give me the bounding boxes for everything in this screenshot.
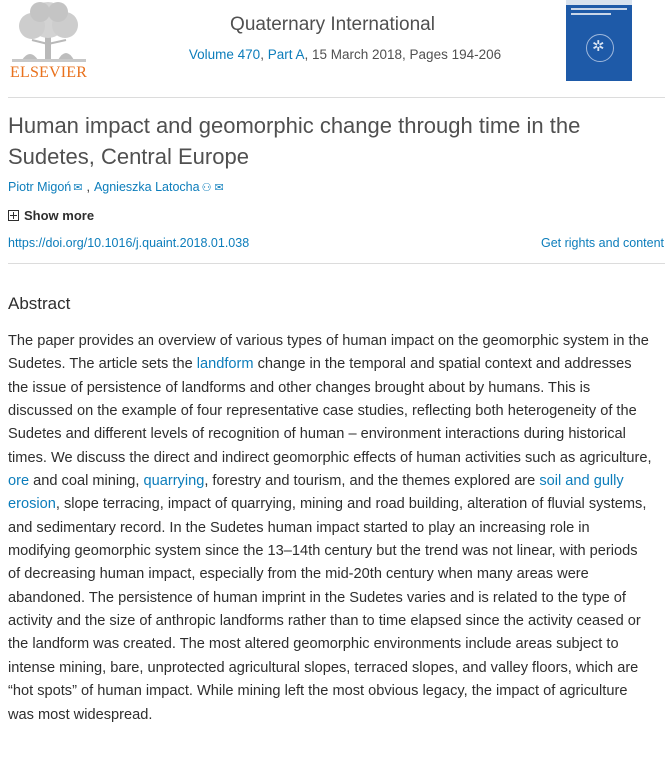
- cover-masthead-line: [571, 13, 611, 15]
- elsevier-wordmark: ELSEVIER: [10, 64, 88, 81]
- tree-emblem-icon: [8, 0, 90, 64]
- divider: [8, 263, 665, 264]
- soil-gully-erosion-link[interactable]: soil and gully erosion: [8, 473, 624, 513]
- volume-link[interactable]: Volume 470: [188, 47, 261, 62]
- abstract-text: change in the temporal and spatial context and addresses the issue of persistence of landforms and other changes brought about by humans. This is discussed on the example of four representative case studies, reflecting both heterogeneity of the Sudetes and different levels of recognition of human – environment interactions during historical times. We discuss the direct and indirect geomorphic effects of human activities such as agriculture,: [8, 356, 652, 466]
- ore-link[interactable]: ore: [8, 473, 30, 490]
- abstract-body: [8, 330, 653, 727]
- show-more-button[interactable]: [8, 208, 94, 223]
- plus-box-icon: [8, 210, 19, 221]
- abstract-text: and coal mining,: [29, 473, 144, 490]
- article-title: Human impact and geomorphic change through time in the Sudetes, Central Europe: [8, 113, 581, 169]
- quarrying-link[interactable]: quarrying: [143, 473, 205, 490]
- cover-masthead-line: [571, 8, 627, 10]
- abstract-text: The paper provides an overview of various types of human impact on the geomorphic system in the Sudetes. The article sets the: [8, 333, 649, 373]
- part-link[interactable]: Part A: [267, 47, 305, 62]
- divider: [8, 97, 665, 98]
- landform-link[interactable]: landform: [196, 356, 254, 373]
- elsevier-logo[interactable]: [8, 0, 90, 84]
- author-link[interactable]: Agnieszka Latocha: [93, 180, 200, 194]
- article-header: [0, 0, 670, 98]
- journal-title-link[interactable]: Quaternary International: [230, 14, 435, 35]
- cover-emblem-icon: [586, 34, 614, 62]
- envelope-icon[interactable]: ✉: [214, 181, 224, 194]
- show-more-label: Show more: [24, 208, 95, 223]
- abstract-text: , slope terracing, impact of quarrying, mining and road building, alteration of fluvial systems, and sedimentary record. In the Sudetes human impact started to play an increasing role in modifying geomorphic system since the 13–14th century but the trend was not linear, with periods of decreasing human impact, especially from the mid-20th century when many areas were abandoned. The persistence of human imprint in the Sudetes varies and is related to the type of activity and the size of anthropic landforms rather than to time elapsed since the activity ceased or the landform was created. The most altered geomorphic environments include areas subject to intense mining, bare, unprotected agricultural slopes, terraced slopes, and valley floors, which are “hot spots” of human impact. While mining left the most obvious legacy, the impact of agriculture was most widespread.: [8, 496, 647, 723]
- journal-cover-thumbnail[interactable]: [566, 0, 632, 81]
- issue-info: Volume 470, Part A, 15 March 2018, Pages 194-206: [188, 47, 502, 62]
- author-link[interactable]: Piotr Migoń: [8, 180, 72, 194]
- cover-band: [566, 0, 632, 5]
- author-list: [8, 180, 228, 194]
- person-icon[interactable]: ⚇: [201, 181, 212, 194]
- author-separator: ,: [86, 180, 90, 194]
- doi-link[interactable]: https://doi.org/10.1016/j.quaint.2018.01.038: [8, 236, 250, 250]
- envelope-icon[interactable]: ✉: [73, 181, 83, 194]
- abstract-text: , forestry and tourism, and the themes explored are: [204, 473, 540, 490]
- abstract-heading: Abstract: [8, 294, 71, 313]
- issue-date-pages: , 15 March 2018, Pages 194-206: [304, 47, 502, 62]
- rights-link[interactable]: Get rights and content: [541, 236, 664, 250]
